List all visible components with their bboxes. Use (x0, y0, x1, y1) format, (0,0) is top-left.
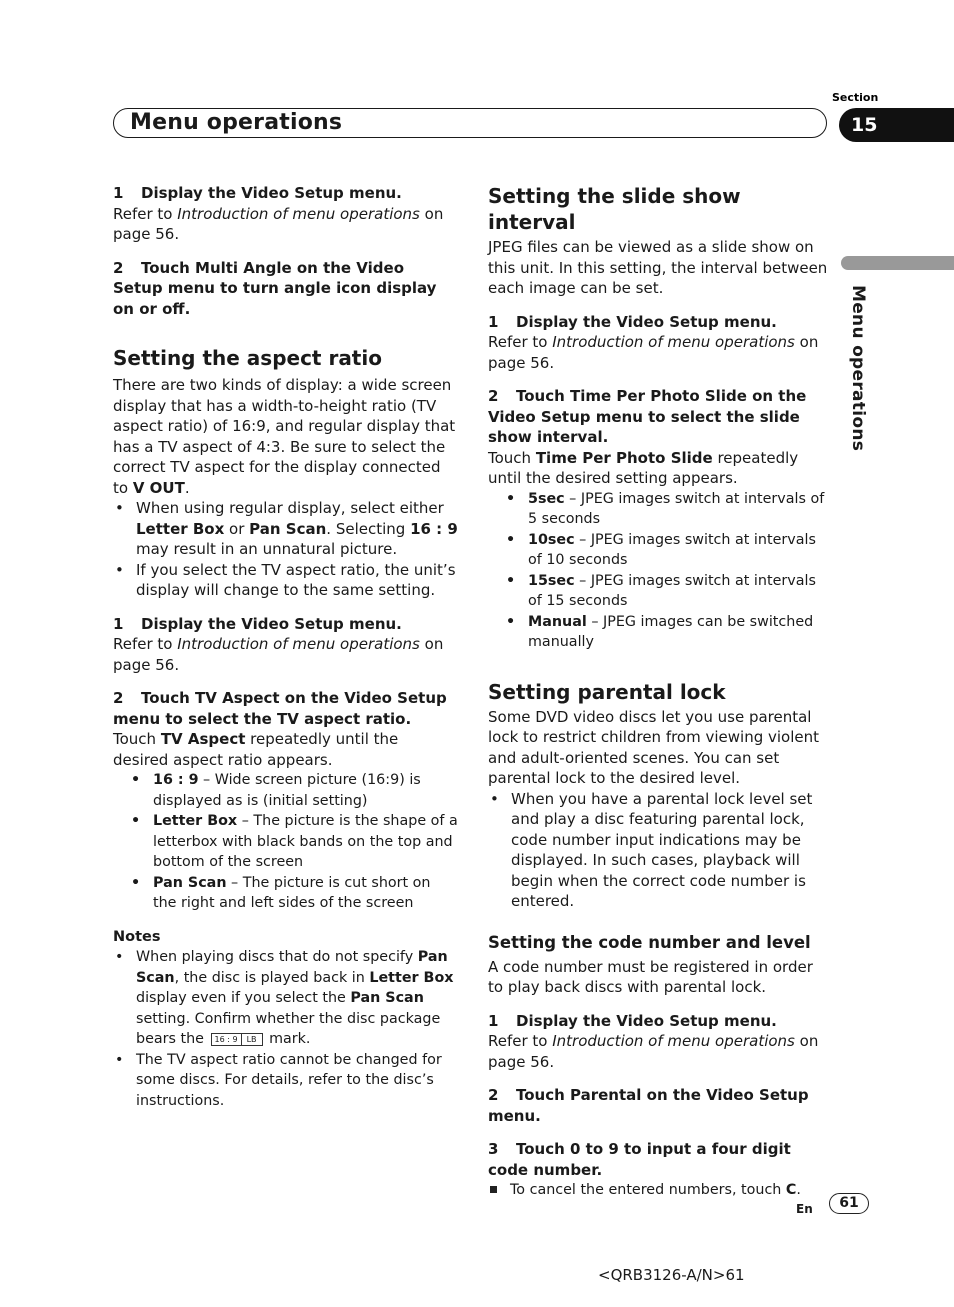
step-heading (488, 312, 828, 333)
slide-intro: JPEG files can be viewed as a slide show on this unit. In this setting, the interval between each image can be set. (488, 238, 828, 297)
section-number-badge: 15 (839, 108, 954, 142)
step-text: Touch Parental on the Video Setup menu. (488, 1086, 809, 1125)
list-item: • Letter Box – The picture is the shape of a letterbox with black bands on the top and bottom of the screen (113, 811, 458, 873)
parental-bullets (488, 789, 828, 912)
title-bar (113, 108, 827, 138)
step-heading (488, 1139, 828, 1180)
reference-text: Refer to Introduction of menu operations on page 56. (488, 333, 819, 372)
aspect-ratio-heading: Setting the aspect ratio (113, 346, 382, 370)
aspect-options (113, 770, 458, 914)
parental-lock-heading: Setting parental lock (488, 679, 726, 704)
step-text: Touch TV Aspect on the Video Setup menu to select the TV aspect ratio. (113, 689, 447, 728)
instruction-text: Touch Time Per Photo Slide repeatedly until the desired setting appears. (488, 448, 799, 487)
step-number: 1 (488, 312, 499, 331)
page-number: 61 (829, 1193, 869, 1214)
step-number: 2 (488, 1086, 499, 1104)
step-heading (113, 614, 458, 635)
document-code: <QRB3126-A/N>61 (598, 1266, 745, 1284)
right-column (488, 183, 828, 1200)
list-item: • 10sec – JPEG images switch at intervals of 10 seconds (488, 530, 828, 571)
step-number: 1 (488, 1011, 499, 1030)
section-label: Section (832, 91, 879, 104)
step-heading (488, 1011, 828, 1032)
step-number: 2 (488, 387, 499, 405)
step-number: 2 (113, 689, 124, 707)
step-number: 1 (113, 614, 124, 633)
side-tab-bar (841, 256, 954, 270)
reference-text: Refer to Introduction of menu operations on page 56. (488, 1032, 819, 1071)
list-item: • 5sec – JPEG images switch at intervals of 5 seconds (488, 489, 828, 530)
step-number: 1 (113, 184, 124, 202)
aspect-intro: There are two kinds of display: a wide screen display that has a width-to-height ratio (TV aspect ratio) of 16:9, and regular display that has a TV aspect of 4:3. Be sure to select the correct TV aspect for the display connected to V OUT. (113, 376, 456, 497)
notes-list (113, 947, 458, 1111)
step-heading (488, 386, 828, 448)
side-tab-label: Menu operations (848, 285, 868, 452)
cancel-note: To cancel the entered numbers, touch C. (488, 1180, 828, 1200)
list-item: • If you select the TV aspect ratio, the unit’s display will change to the same setting. (113, 560, 458, 601)
reference-text: Refer to Introduction of menu operations on page 56. (113, 635, 444, 674)
disc-mark-icon: 16 : 9 LB (211, 1033, 263, 1046)
step-number: 3 (488, 1140, 499, 1158)
language-label: En (796, 1202, 813, 1216)
step-heading (113, 258, 458, 320)
parental-intro: Some DVD video discs let you use parental lock to restrict children from viewing violent and adult-oriented scenes. You can set parental lock to the desired level. (488, 707, 820, 787)
notes-heading: Notes (113, 928, 161, 945)
left-column (113, 183, 458, 1111)
step-text: Display the Video Setup menu. (516, 1011, 777, 1030)
list-item: • When using regular display, select either Letter Box or Pan Scan. Selecting 16 : 9 may result in an unnatural picture. (113, 498, 458, 560)
list-item: • Manual – JPEG images can be switched manually (488, 612, 828, 653)
instruction-text: Touch TV Aspect repeatedly until the desired aspect ratio appears. (113, 730, 399, 769)
step-text: Touch Time Per Photo Slide on the Video Setup menu to select the slide show interval. (488, 387, 807, 446)
page-title: Menu operations (130, 110, 343, 135)
step-text: Display the Video Setup menu. (516, 312, 777, 331)
aspect-bullets (113, 498, 458, 601)
interval-options (488, 489, 828, 653)
step-text: Display the Video Setup menu. (141, 184, 402, 202)
step-heading (113, 688, 458, 729)
list-item: • When you have a parental lock level set and play a disc featuring parental lock, code number input indications may be displayed. In such cases, playback will begin when the correct code number is entered. (488, 789, 828, 912)
list-item: • The TV aspect ratio cannot be changed for some discs. For details, refer to the disc’s instructions. (113, 1050, 458, 1112)
step-number: 2 (113, 258, 124, 277)
list-item: • 16 : 9 – Wide screen picture (16:9) is displayed as is (initial setting) (113, 770, 458, 811)
list-item: • 15sec – JPEG images switch at intervals of 15 seconds (488, 571, 828, 612)
list-item: • Pan Scan – The picture is cut short on the right and left sides of the screen (113, 873, 458, 914)
slide-show-heading: Setting the slide show interval (488, 184, 741, 234)
step-text: Display the Video Setup menu. (141, 614, 402, 633)
list-item: • When playing discs that do not specify Pan Scan, the disc is played back in Letter Box display even if you select the Pan Scan setting. Confirm whether the disc package bears the 16 : 9 LB mark. (113, 947, 458, 1050)
step-heading (113, 183, 458, 204)
step-text: Touch Multi Angle on the Video Setup menu to turn angle icon display on or off. (113, 258, 437, 318)
reference-text: Refer to Introduction of menu operations on page 56. (113, 204, 444, 243)
code-intro: A code number must be registered in order to play back discs with parental lock. (488, 957, 813, 996)
code-number-heading: Setting the code number and level (488, 932, 811, 952)
step-text: Touch 0 to 9 to input a four digit code number. (488, 1140, 791, 1179)
step-heading (488, 1085, 828, 1126)
